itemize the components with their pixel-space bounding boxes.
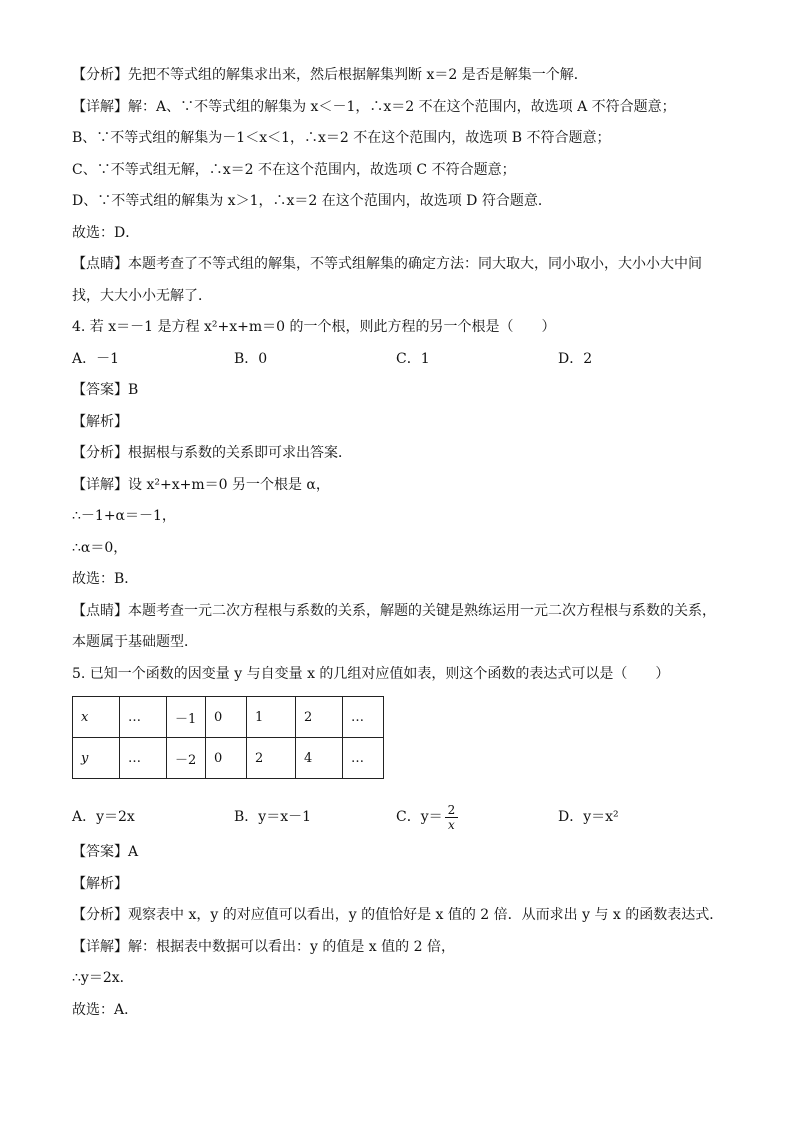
q5-option-c-fraction (445, 803, 459, 832)
table-cell: y (73, 738, 120, 779)
table-cell: x (73, 697, 120, 738)
q5-analysis: 【分析】观察表中 x，y 的对应值可以看出，y 的值恰好是 x 值的 2 倍．从而求出 y 与 x 的函数表达式． (72, 907, 724, 923)
q5-value-table (72, 696, 384, 779)
q5-explain-title: 【解析】 (72, 875, 128, 892)
q5-option-b: B．y＝x－1 (234, 809, 311, 825)
q4-comment-line1: 【点睛】本题考查一元二次方程根与系数的关系，解题的关键是熟练运用一元二次方程根与系数的关系， (72, 602, 716, 619)
q5-option-c-prefix: C．y＝ (396, 809, 443, 825)
q3-comment-line1: 【点睛】本题考查了不等式组的解集，不等式组解集的确定方法：同大取大，同小取小，大小小大中间 (72, 256, 702, 272)
q5-option-c (396, 797, 558, 837)
q4-choice: 故选：B． (72, 571, 139, 587)
q5-step1: ∴y＝2x． (72, 970, 134, 986)
q4-option-c: C．1 (396, 350, 430, 367)
q4-stem: 4. 若 x＝－1 是方程 x²+x+m＝0 的一个根，则此方程的另一个根是（ ） (72, 319, 556, 335)
q3-comment-line2: 找，大大小小无解了． (72, 287, 212, 304)
fraction-denominator: x (448, 817, 455, 832)
table-cell: －2 (167, 738, 206, 779)
table-row (73, 697, 384, 738)
table-cell: 1 (247, 697, 296, 738)
q4-step1: ∴－1+α＝－1， (72, 508, 176, 524)
q4-option-b: B．0 (234, 350, 268, 367)
table-cell: 0 (206, 697, 247, 738)
table-cell: … (120, 738, 167, 779)
q5-option-a: A．y＝2x (72, 809, 135, 825)
q4-analysis: 【分析】根据根与系数的关系即可求出答案． (72, 445, 352, 461)
q4-option-a: A．－1 (72, 350, 120, 367)
q4-step2: ∴α＝0， (72, 539, 128, 556)
q5-answer: 【答案】A (72, 844, 139, 860)
document-page (72, 60, 732, 1026)
table-cell: 4 (296, 738, 343, 779)
table-cell: … (343, 738, 384, 779)
table-cell: 0 (206, 738, 247, 779)
q5-stem: 5. 已知一个函数的因变量 y 与自变量 x 的几组对应值如表，则这个函数的表达式可以是（ ） (72, 665, 670, 682)
table-cell: 2 (247, 738, 296, 779)
q4-options (72, 344, 732, 376)
table-cell: … (120, 697, 167, 738)
table-row (73, 738, 384, 779)
q3-detail: 【详解】解：A、∵不等式组的解集为 x＜－1，∴x＝2 不在这个范围内，故选项 A 不符合题意； (72, 98, 676, 115)
q4-option-d: D．2 (558, 350, 593, 367)
table-cell: … (343, 697, 384, 738)
q5-options (72, 797, 732, 837)
q5-option-d: D．y＝x² (558, 809, 619, 825)
q5-choice: 故选：A． (72, 1001, 139, 1018)
q3-analysis: 【分析】先把不等式组的解集求出来，然后根据解集判断 x＝2 是否是解集一个解． (72, 67, 588, 83)
q3-option-d-detail: D、∵不等式组的解集为 x＞1，∴x＝2 在这个范围内，故选项 D 符合题意． (72, 193, 552, 209)
q4-explain-title: 【解析】 (72, 413, 128, 430)
q3-choice: 故选：D． (72, 224, 140, 241)
q4-answer: 【答案】B (72, 382, 139, 398)
q4-comment-line2: 本题属于基础题型． (72, 634, 198, 650)
q3-option-b-detail: B、∵不等式组的解集为－1＜x＜1，∴x＝2 不在这个范围内，故选项 B 不符合题意； (72, 130, 611, 146)
q3-option-c-detail: C、∵不等式组无解，∴x＝2 不在这个范围内，故选项 C 不符合题意； (72, 161, 516, 178)
q4-detail: 【详解】设 x²+x+m＝0 另一个根是 α， (72, 476, 330, 493)
q5-detail: 【详解】解：根据表中数据可以看出：y 的值是 x 值的 2 倍， (72, 938, 455, 955)
fraction-numerator: 2 (445, 803, 459, 818)
table-cell: 2 (296, 697, 343, 738)
table-cell: －1 (167, 697, 206, 738)
